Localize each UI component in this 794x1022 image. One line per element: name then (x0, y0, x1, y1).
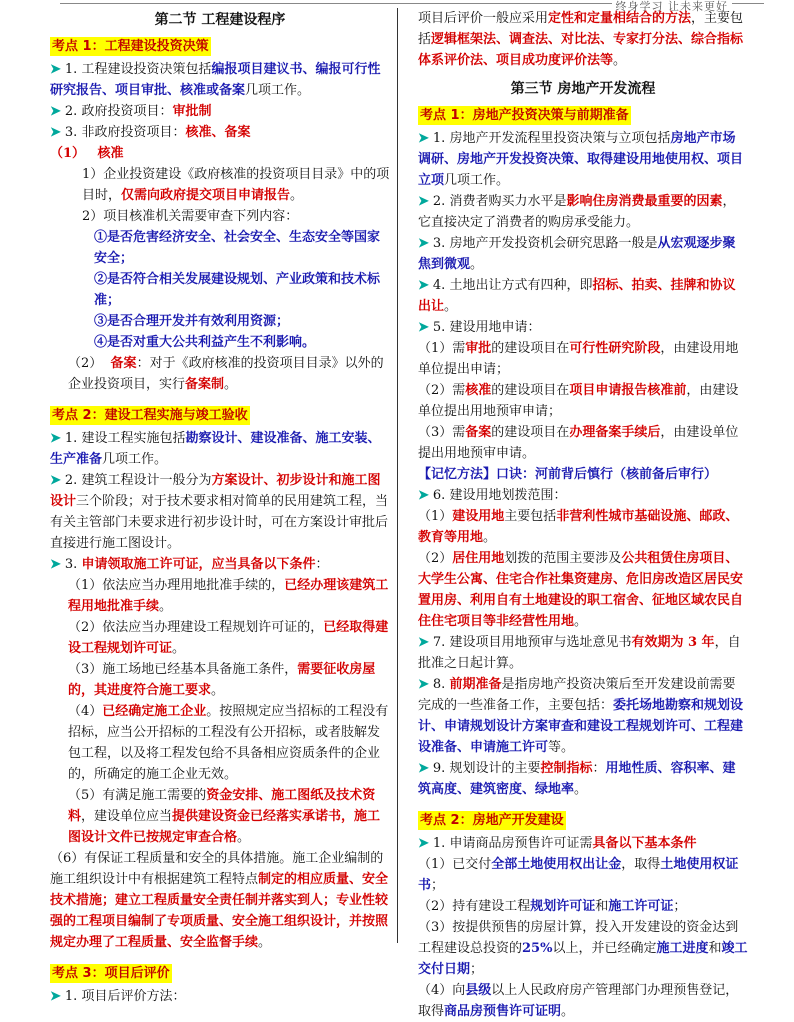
arrow-icon: ➤ (418, 635, 429, 650)
paragraph: ➤ 1. 申请商品房预售许可证需具备以下基本条件 (418, 836, 697, 851)
section-title: 第三节 房地产开发流程 (510, 81, 656, 97)
paragraph: （1）依法应当办理用地批准手续的，已经办理该建筑工程用地批准手续。 (68, 578, 389, 614)
paragraph: ➤ 4. 土地出让方式有四种，即招标、拍卖、挂牌和协议出让。 (418, 278, 736, 314)
paragraph: 1）企业投资建设《政府核准的投资项目目录》中的项目时，仅需向政府提交项目申请报告。 (82, 167, 390, 203)
arrow-icon: ➤ (418, 131, 429, 146)
arrow-icon: ➤ (418, 488, 429, 503)
paragraph: （3）需备案的建设项目在办理备案手续后，由建设单位提出用地预审申请。 (418, 425, 739, 461)
arrow-icon: ➤ (50, 473, 61, 488)
key-point-heading: 考点 2：建设工程实施与竣工验收 (52, 408, 248, 423)
arrow-icon: ➤ (418, 194, 429, 209)
arrow-icon: ➤ (50, 62, 61, 77)
paragraph: ➤ 6. 建设用地划拨范围： (418, 488, 567, 503)
paragraph: 2）项目核准机关需要审查下列内容： (82, 209, 299, 224)
paragraph: （2） 备案：对于《政府核准的投资项目目录》以外的企业投资项目，实行备案制。 (68, 356, 384, 392)
arrow-icon: ➤ (50, 431, 61, 446)
right-column (418, 8, 748, 1022)
paragraph: （1）已交付全部土地使用权出让金，取得土地使用权证书； (418, 857, 739, 893)
section-title: 第二节 工程建设程序 (154, 12, 286, 28)
arrow-icon: ➤ (418, 836, 429, 851)
paragraph: ①是否危害经济安全、社会安全、生态安全等国家安全； (94, 230, 381, 266)
key-point-heading: 考点 1：工程建设投资决策 (52, 39, 209, 54)
paragraph: ➤ 2. 政府投资项目：审批制 (50, 104, 212, 119)
paragraph: ➤ 8. 前期准备是指房地产投资决策后至开发建设前需要完成的一些准备工作，主要包括：委托场地勘察和规划设计、申请规划设计方案审查和建设工程规划许可、工程建设准备、申请施工许可等。 (418, 677, 744, 755)
paragraph: （4）已经确定施工企业。按照规定应当招标的工程没有招标，应当公开招标的工程没有公开招标，或者肢解发包工程，以及将工程发包给不具备相应资质条件的企业的，所确定的施工企业无效。 (68, 704, 389, 782)
paragraph: ➤ 5. 建设用地申请： (418, 320, 541, 335)
paragraph: ②是否符合相关发展建设规划、产业政策和技术标准； (94, 272, 381, 308)
paragraph: （2）居住用地划拨的范围主要涉及公共租赁住房项目、大学生公寓、住宅合作社集资建房、危旧房改造区居民安置用房、利用自有土地建设的职工宿舍、征地区域农民自住住宅项目等非经营性用地。 (418, 551, 744, 629)
paragraph: ➤ 1. 工程建设投资决策包括编报项目建议书、编报可行性研究报告、项目审批、核准或备案几项工作。 (50, 62, 381, 98)
arrow-icon: ➤ (50, 989, 61, 1004)
key-point-heading: 考点 3：项目后评价 (52, 966, 170, 981)
header-slogan: 终身学习 让未来更好 (612, 0, 733, 14)
arrow-icon: ➤ (50, 104, 61, 119)
key-point-heading: 考点 2：房地产开发建设 (420, 813, 564, 828)
arrow-icon: ➤ (418, 278, 429, 293)
paragraph: （1）建设用地主要包括非营利性城市基础设施、邮政、教育等用地。 (418, 509, 739, 545)
paragraph: ➤ 3. 非政府投资项目：核准、备案 (50, 125, 251, 140)
paragraph: 项目后评价一般应采用定性和定量相结合的方法，主要包括逻辑框架法、调查法、对比法、专家打分法、综合指标体系评价法、项目成功度评价法等。 (418, 11, 744, 68)
arrow-icon: ➤ (418, 677, 429, 692)
arrow-icon: ➤ (50, 125, 61, 140)
arrow-icon: ➤ (418, 236, 429, 251)
paragraph: （2）依法应当办理建设工程规划许可证的，已经取得建设工程规划许可证。 (68, 620, 389, 656)
paragraph: ③是否合理开发并有效利用资源； (94, 314, 290, 329)
paragraph: ➤ 9. 规划设计的主要控制指标：用地性质、容积率、建筑高度、建筑密度、绿地率。 (418, 761, 736, 797)
arrow-icon: ➤ (418, 320, 429, 335)
paragraph: ➤ 2. 消费者购买力水平是影响住房消费最重要的因素，它直接决定了消费者的购房承受能力。 (418, 194, 736, 230)
column-divider (397, 8, 398, 943)
paragraph: （4）向县级以上人民政府房产管理部门办理预售登记，取得商品房预售许可证明。 (418, 983, 739, 1019)
paragraph: ➤ 1. 建设工程实施包括勘察设计、建设准备、施工安装、生产准备几项工作。 (50, 431, 381, 467)
paragraph: （6）有保证工程质量和安全的具体措施。施工企业编制的施工组织设计中有根据建筑工程特点制定的相应质量、安全技术措施；建立工程质量安全责任制并落实到人；专业性较强的工程项目编制了专项质量、安全施工组织设计，并按照规定办理了工程质量、安全监督手续。 (50, 851, 389, 950)
paragraph: ➤ 1. 项目后评价方法： (50, 989, 186, 1004)
paragraph: （3）按提供预售的房屋计算，投入开发建设的资金达到工程建设总投资的25%以上，并已经确定施工进度和竣工交付日期； (418, 920, 748, 977)
paragraph: ➤ 1. 房地产开发流程里投资决策与立项包括房地产市场调研、房地产开发投资决策、取得建设用地使用权、项目立项几项工作。 (418, 131, 744, 188)
paragraph: ➤ 2. 建筑工程设计一般分为方案设计、初步设计和施工图设计三个阶段；对于技术要求相对简单的民用建筑工程，当有关主管部门未要求进行初步设计时，可在方案设计审批后直接进行施工图设计。 (50, 473, 389, 551)
arrow-icon: ➤ (418, 761, 429, 776)
paragraph: （2）持有建设工程规划许可证和施工许可证； (418, 899, 687, 914)
key-point-heading: 考点 1：房地产投资决策与前期准备 (420, 108, 629, 123)
paragraph: （1） 核准 (50, 146, 124, 161)
paragraph: ➤ 3. 申请领取施工许可证，应当具备以下条件： (50, 557, 329, 572)
paragraph: ④是否对重大公共利益产生不利影响。 (94, 335, 316, 350)
left-column (50, 8, 390, 1007)
paragraph: （1）需审批的建设项目在可行性研究阶段，由建设用地单位提出申请； (418, 341, 739, 377)
paragraph: ➤ 3. 房地产开发投资机会研究思路一般是从宏观逐步聚焦到微观。 (418, 236, 736, 272)
memory-tip: 【记忆方法】口诀：河前背后慎行（核前备后审行） (418, 467, 718, 482)
paragraph: ➤ 7. 建设项目用地预审与选址意见书有效期为 3 年，自批准之日起计算。 (418, 635, 741, 671)
paragraph: （2）需核准的建设项目在项目申请报告核准前，由建设单位提出用地预审申请； (418, 383, 739, 419)
paragraph: （3）施工场地已经基本具备施工条件，需要征收房屋的，其进度符合施工要求。 (68, 662, 376, 698)
arrow-icon: ➤ (50, 557, 61, 572)
paragraph: （5）有满足施工需要的资金安排、施工图纸及技术资料，建设单位应当提供建设资金已经落实承诺书，施工图设计文件已按规定审查合格。 (68, 788, 381, 845)
